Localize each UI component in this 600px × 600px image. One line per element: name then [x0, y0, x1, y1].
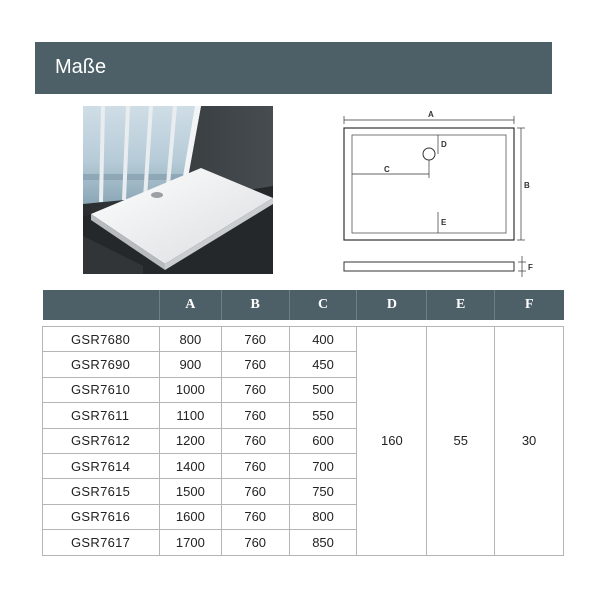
dimension-d-label: D: [441, 140, 447, 149]
column-header-d: D: [357, 290, 427, 320]
value-c-cell: 550: [289, 403, 357, 428]
value-b-cell: 760: [221, 504, 289, 529]
model-cell: GSR7614: [43, 453, 160, 478]
value-a-cell: 1600: [159, 504, 221, 529]
column-header-e: E: [427, 290, 495, 320]
model-cell: GSR7612: [43, 428, 160, 453]
model-cell: GSR7611: [43, 403, 160, 428]
tray-side-view: [344, 262, 514, 271]
model-cell: GSR7610: [43, 377, 160, 402]
value-b-cell: 760: [221, 479, 289, 504]
model-cell: GSR7616: [43, 504, 160, 529]
value-c-cell: 600: [289, 428, 357, 453]
value-a-cell: 1100: [159, 403, 221, 428]
value-f-cell: 30: [495, 327, 564, 556]
value-b-cell: 760: [221, 352, 289, 377]
dimension-diagram: [330, 104, 540, 284]
value-b-cell: 760: [221, 428, 289, 453]
value-c-cell: 750: [289, 479, 357, 504]
model-cell: GSR7690: [43, 352, 160, 377]
column-header-a: A: [159, 290, 221, 320]
value-c-cell: 850: [289, 530, 357, 555]
column-header-c: C: [289, 290, 357, 320]
value-c-cell: 700: [289, 453, 357, 478]
value-a-cell: 800: [159, 327, 221, 352]
tray-inner-outline: [352, 135, 506, 233]
value-a-cell: 1700: [159, 530, 221, 555]
table-header-row: [43, 290, 564, 320]
model-cell: GSR7617: [43, 530, 160, 555]
value-c-cell: 800: [289, 504, 357, 529]
product-photo: [83, 106, 273, 274]
tray-outline: [344, 128, 514, 240]
dimension-f-label: F: [528, 263, 533, 272]
column-header-b: B: [221, 290, 289, 320]
model-cell: GSR7680: [43, 327, 160, 352]
dimension-a-label: A: [428, 110, 434, 119]
shower-tray-photo: [83, 106, 273, 274]
dimension-b-label: B: [524, 181, 530, 190]
table-row: [43, 327, 564, 352]
value-b-cell: 760: [221, 327, 289, 352]
dimensions-table: [42, 290, 564, 556]
model-cell: GSR7615: [43, 479, 160, 504]
value-c-cell: 500: [289, 377, 357, 402]
dimension-c-label: C: [384, 165, 390, 174]
value-a-cell: 900: [159, 352, 221, 377]
value-a-cell: 1500: [159, 479, 221, 504]
value-b-cell: 760: [221, 377, 289, 402]
value-d-cell: 160: [357, 327, 427, 556]
dimension-e-label: E: [441, 218, 447, 227]
value-a-cell: 1000: [159, 377, 221, 402]
column-header-model: [43, 290, 160, 320]
value-a-cell: 1400: [159, 453, 221, 478]
drain-circle: [423, 148, 435, 160]
header-banner: [35, 42, 552, 94]
value-e-cell: 55: [427, 327, 495, 556]
value-b-cell: 760: [221, 530, 289, 555]
column-header-f: F: [495, 290, 564, 320]
value-c-cell: 400: [289, 327, 357, 352]
page-title: Maße: [55, 56, 107, 78]
value-b-cell: 760: [221, 453, 289, 478]
value-c-cell: 450: [289, 352, 357, 377]
value-b-cell: 760: [221, 403, 289, 428]
value-a-cell: 1200: [159, 428, 221, 453]
